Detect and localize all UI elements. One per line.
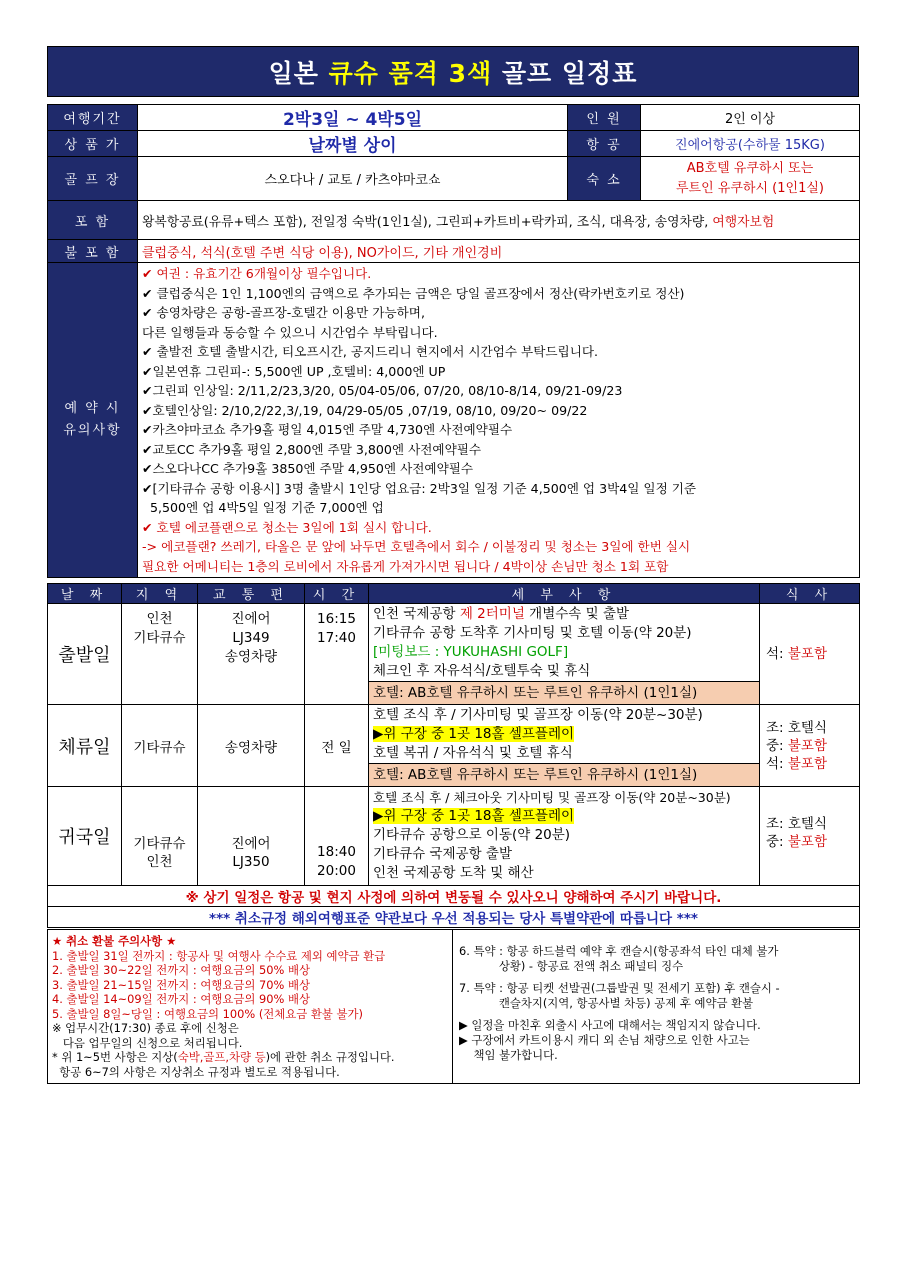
region-cell: 인천 기타큐슈 [122, 604, 198, 705]
cancel-note: * 위 1~5번 사항은 지상(숙박,골프,차량 등)에 관한 취소 규정입니다. [52, 1050, 395, 1064]
transport-cell: 진에어 LJ350 [198, 787, 305, 886]
cancel-policy-note: *** 취소규정 해외여행표준 약관보다 우선 적용되는 당사 특별약관에 따릅니다 *** [48, 907, 860, 928]
special-item: 6. 특약 : 항공 하드블럭 예약 후 캔슬시(항공좌석 타인 대체 불가 [459, 944, 779, 958]
cancel-note: ※ 업무시간(17:30) 종료 후에 신청은 [52, 1021, 239, 1035]
special-bullet: ▶ 일정을 마친후 외출시 사고에 대해서는 책임지지 않습니다. [459, 1018, 761, 1032]
incl-value: 왕복항공료(유류+텍스 포함), 전일정 숙박(1인1실), 그린피+카트비+락카피, 조식, 대욕장, 송영차량, 여행자보험 [138, 201, 860, 240]
schedule-table [47, 583, 860, 928]
time-cell: 16:15 17:40 [305, 604, 369, 705]
meals-cell: 석: 불포함 [760, 604, 860, 705]
policy-table [47, 929, 860, 1084]
page-title: 일본 큐슈 품격 3색 골프 일정표 [268, 58, 638, 88]
detail-cell: 호텔 조식 후 / 기사미팅 및 골프장 이동(약 20분~30분) ▶위 구장 중 1곳 18홀 셀프플레이 호텔 복귀 / 자유석식 및 호텔 휴식 호텔: AB호텔 유쿠하시 또는 루트인 유쿠하시 (1인1실) [369, 705, 760, 787]
special-bullet: ▶ 구장에서 카트이용시 캐디 외 손님 채량으로 인한 사고는 [459, 1033, 750, 1047]
schedule-row-day2 [48, 705, 860, 787]
col-transport: 교 통 편 [198, 584, 305, 604]
col-time: 시 간 [305, 584, 369, 604]
selfplay-highlight: ▶위 구장 중 1곳 18홀 셀프플레이 [373, 726, 575, 742]
incl-label: 포 함 [48, 201, 138, 240]
special-item: 상황) - 항공료 전액 취소 패널티 징수 [459, 959, 684, 973]
cancel-item: 5. 출발일 8일~당일 : 여행요금의 100% (전체요금 환불 불가) [52, 1006, 363, 1021]
excl-label: 불 포 함 [48, 240, 138, 263]
note-item-red: -> 에코플랜? 쓰레기, 타올은 문 앞에 놔두면 호텔측에서 회수 / 이불정리 및 청소는 3일에 한번 실시 [142, 539, 691, 554]
note-item: 5,500엔 업 4박5일 일정 기준 7,000엔 업 [142, 500, 384, 515]
note-item: ✔호텔인상일: 2/10,2/22,3/,19, 04/29-05/05 ,07/19, 08/10, 09/20~ 09/22 [142, 402, 588, 418]
meals-cell: 조: 호텔식 중: 불포함 [760, 787, 860, 886]
cancel-note: 항공 6~7의 사항은 지상취소 규정과 별도로 적용됩니다. [52, 1064, 340, 1079]
title-bar [47, 46, 859, 97]
note-item-red: 필요한 어메니티는 1층의 로비에서 자유롭게 가져가시면 됩니다 / 4박이상 손님만 청소 1회 포함 [142, 558, 669, 574]
note-item: ✔카츠야마코쇼 추가9홀 평일 4,015엔 주말 4,730엔 사전예약필수 [142, 422, 513, 437]
region-cell: 기타큐슈 [122, 705, 198, 787]
note-item: 다른 일행들과 동승할 수 있으니 시간엄수 부탁립니다. [142, 324, 438, 340]
col-detail: 세 부 사 항 [369, 584, 760, 604]
golf-label: 골 프 장 [48, 157, 138, 201]
detail-cell: 인천 국제공항 제 2터미널 개별수속 및 출발 기타큐슈 공항 도착후 기사미팅 및 호텔 이동(약 20분) [미팅보드 : YUKUHASHI GOLF] 체크인 후 자유석식/호텔투숙 및 휴식 호텔: AB호텔 유쿠하시 또는 루트인 유쿠하시 (1인1실) [369, 604, 760, 705]
time-cell: 전 일 [305, 705, 369, 787]
transport-cell: 송영차량 [198, 705, 305, 787]
note-item: ✔ 송영차량은 공항-골프장-호텔간 이용만 가능하며, [142, 305, 425, 320]
hotel-line: 호텔: AB호텔 유쿠하시 또는 루트인 유쿠하시 (1인1실) [369, 763, 759, 786]
transport-cell: 진에어 LJ349 송영차량 [198, 604, 305, 705]
col-meals: 식 사 [760, 584, 860, 604]
schedule-row-day1 [48, 604, 860, 705]
people-label: 인 원 [568, 105, 641, 131]
product-value: 날짜별 상이 [138, 131, 568, 157]
region-cell: 기타큐슈 인천 [122, 787, 198, 886]
cancel-item: 3. 출발일 21~15일 전까지 : 여행요금의 70% 배상 [52, 977, 310, 992]
period-label: 여행기간 [48, 105, 138, 131]
lodging-label: 숙 소 [568, 157, 641, 201]
special-terms [453, 930, 860, 1084]
cancel-note: 다음 업무일의 신청으로 처리됩니다. [52, 1035, 243, 1050]
cancel-item: 1. 출발일 31일 전까지 : 항공사 및 여행사 수수료 제외 예약금 환급 [52, 948, 386, 963]
special-item: 캔슬차지(지역, 항공사별 차등) 공제 후 예약금 환불 [459, 996, 754, 1010]
special-item: 7. 특약 : 항공 티켓 선발권(그룹발권 및 전세기 포함) 후 캔슬시 - [459, 981, 780, 995]
detail-cell: 호텔 조식 후 / 체크아웃 기사미팅 및 골프장 이동(약 20분~30분) ▶위 구장 중 1곳 18홀 셀프플레이 기타큐슈 공항으로 이동(약 20분) 기타큐슈 국제공항 출발 인천 국제공항 도착 및 해산 [369, 787, 760, 886]
notes-label: 예 약 시 유의사항 [48, 263, 138, 578]
note-item: ✔ 출발전 호텔 출발시간, 티오프시간, 공지드리니 현지에서 시간엄수 부탁드립니다. [142, 344, 599, 359]
hotel-line: 호텔: AB호텔 유쿠하시 또는 루트인 유쿠하시 (1인1실) [369, 681, 759, 704]
note-item: ✔스오다나CC 추가9홀 3850엔 주말 4,950엔 사전예약필수 [142, 461, 474, 476]
airline-value: 진에어항공(수하물 15KG) [641, 131, 860, 157]
cancel-item: 4. 출발일 14~09일 전까지 : 여행요금의 90% 배상 [52, 992, 310, 1006]
people-value: 2인 이상 [641, 105, 860, 131]
schedule-footer-note: ※ 상기 일정은 항공 및 현지 사정에 의하여 변동될 수 있사오니 양해하여 주시기 바랍니다. [48, 886, 860, 907]
schedule-row-day3 [48, 787, 860, 886]
note-item: ✔교토CC 추가9홀 평일 2,800엔 주말 3,800엔 사전예약필수 [142, 441, 482, 457]
special-bullet: 책임 불가합니다. [459, 1048, 558, 1062]
note-item: ✔그린피 인상일: 2/11,2/23,3/20, 05/04-05/06, 07/20, 08/10-8/14, 09/21-09/23 [142, 383, 623, 398]
note-item: ✔[기타큐슈 공항 이용시] 3명 출발시 1인당 업요금: 2박3일 일정 기준 4,500엔 업 3박4일 일정 기준 [142, 480, 697, 496]
lodging-value: AB호텔 유쿠하시 또는 루트인 유쿠하시 (1인1실) [641, 157, 860, 201]
col-region: 지 역 [122, 584, 198, 604]
excl-value: 클럽중식, 석식(호텔 주변 식당 이용), NO가이드, 기타 개인경비 [138, 240, 860, 263]
info-table [47, 104, 860, 578]
period-value: 2박3일 ~ 4박5일 [138, 105, 568, 131]
day-label: 귀국일 [48, 787, 122, 886]
note-item: ✔ 여권 : 유효기간 6개월이상 필수입니다. [142, 266, 372, 281]
day-label: 출발일 [48, 604, 122, 705]
note-item: ✔ 클럽중식은 1인 1,100엔의 금액으로 추가되는 금액은 당일 골프장에서 정산(락카번호키로 정산) [142, 285, 685, 301]
product-label: 상 품 가 [48, 131, 138, 157]
note-item-red: ✔ 호텔 에코플랜으로 청소는 3일에 1회 실시 합니다. [142, 519, 432, 535]
meals-cell: 조: 호텔식 중: 불포함 석: 불포함 [760, 705, 860, 787]
itinerary-page [47, 46, 859, 1084]
airline-label: 항 공 [568, 131, 641, 157]
selfplay-highlight: ▶위 구장 중 1곳 18홀 셀프플레이 [373, 808, 575, 824]
cancel-header: ★ 취소 환불 주의사항 ★ [52, 934, 177, 948]
golf-value: 스오다나 / 교토 / 카츠야마코쇼 [138, 157, 568, 201]
cancel-item: 2. 출발일 30~22일 전까지 : 여행요금의 50% 배상 [52, 963, 310, 977]
note-item: ✔일본연휴 그린피-: 5,500엔 UP ,호텔비: 4,000엔 UP [142, 363, 446, 379]
notes-list [138, 263, 860, 578]
cancel-rules [48, 930, 453, 1084]
col-date: 날 짜 [48, 584, 122, 604]
day-label: 체류일 [48, 705, 122, 787]
title-highlight: 큐슈 품격 3색 [328, 58, 493, 88]
time-cell: 18:40 20:00 [305, 787, 369, 886]
